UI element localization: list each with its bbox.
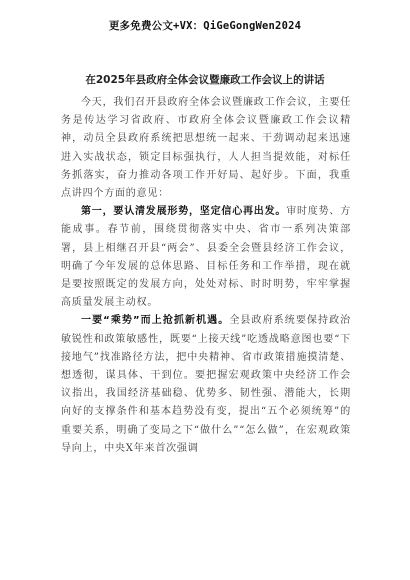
speech-title: 在2025年县政府全体会议暨廉政工作会议上的讲话 [85, 74, 325, 86]
paragraph-point-one [61, 312, 351, 458]
paragraph-text: 今天，我们召开县政府全体会议暨廉政工作会议，主要任务是传达学习省政府、市政府全体会议暨廉政工作会议精神，动员全县政府系统把思想统一起来、干劲调动起来迅速进入实战状态，锁定目标强执行，人人担当提效能，对标任务抓落实，奋力推动各项工作开好局、起好步。下面，我重点讲四个方面的意见： [61, 97, 351, 200]
paragraph-section-one [61, 203, 351, 312]
speech-body [61, 94, 351, 458]
paragraph-lead: 一要“乘势”而上抢抓新机遇。 [81, 315, 230, 327]
paragraph-lead: 第一，要认清发展形势，坚定信心再出发。 [81, 206, 287, 218]
paragraph-text: 审时度势、方能成事。春节前，围绕贯彻落实中央、省市一系列决策部署，县上相继召开县“两会”、县委全会暨县经济工作会议，明确了今年发展的总体思路、目标任务和工作举措，现在就是要按照既定的发展方向，处处对标、时时明势，牢牢掌握高质量发展主动权。 [61, 206, 352, 309]
watermark-banner: 更多免费公文+VX：QiGeGongWen2024 [108, 20, 302, 32]
paragraph-intro [61, 94, 351, 203]
paragraph-text: 全县政府系统要保持政治敏锐性和政策敏感性，既要“上接天线”吃透战略意图也要“下接地气”找准路径方法，把中央精神、省市政策措施摸清楚、想透彻，谋具体、干到位。要把握宏观政策中央经济工作会议指出，我国经济基础稳、优势多、韧性强、潜能大，长期向好的支撑条件和基本趋势没有变，提出“五个必须统筹”的重要关系，明确了变局之下“做什么”“怎么做”，在宏观政策导向上，中央X年来首次强调 [61, 315, 351, 454]
